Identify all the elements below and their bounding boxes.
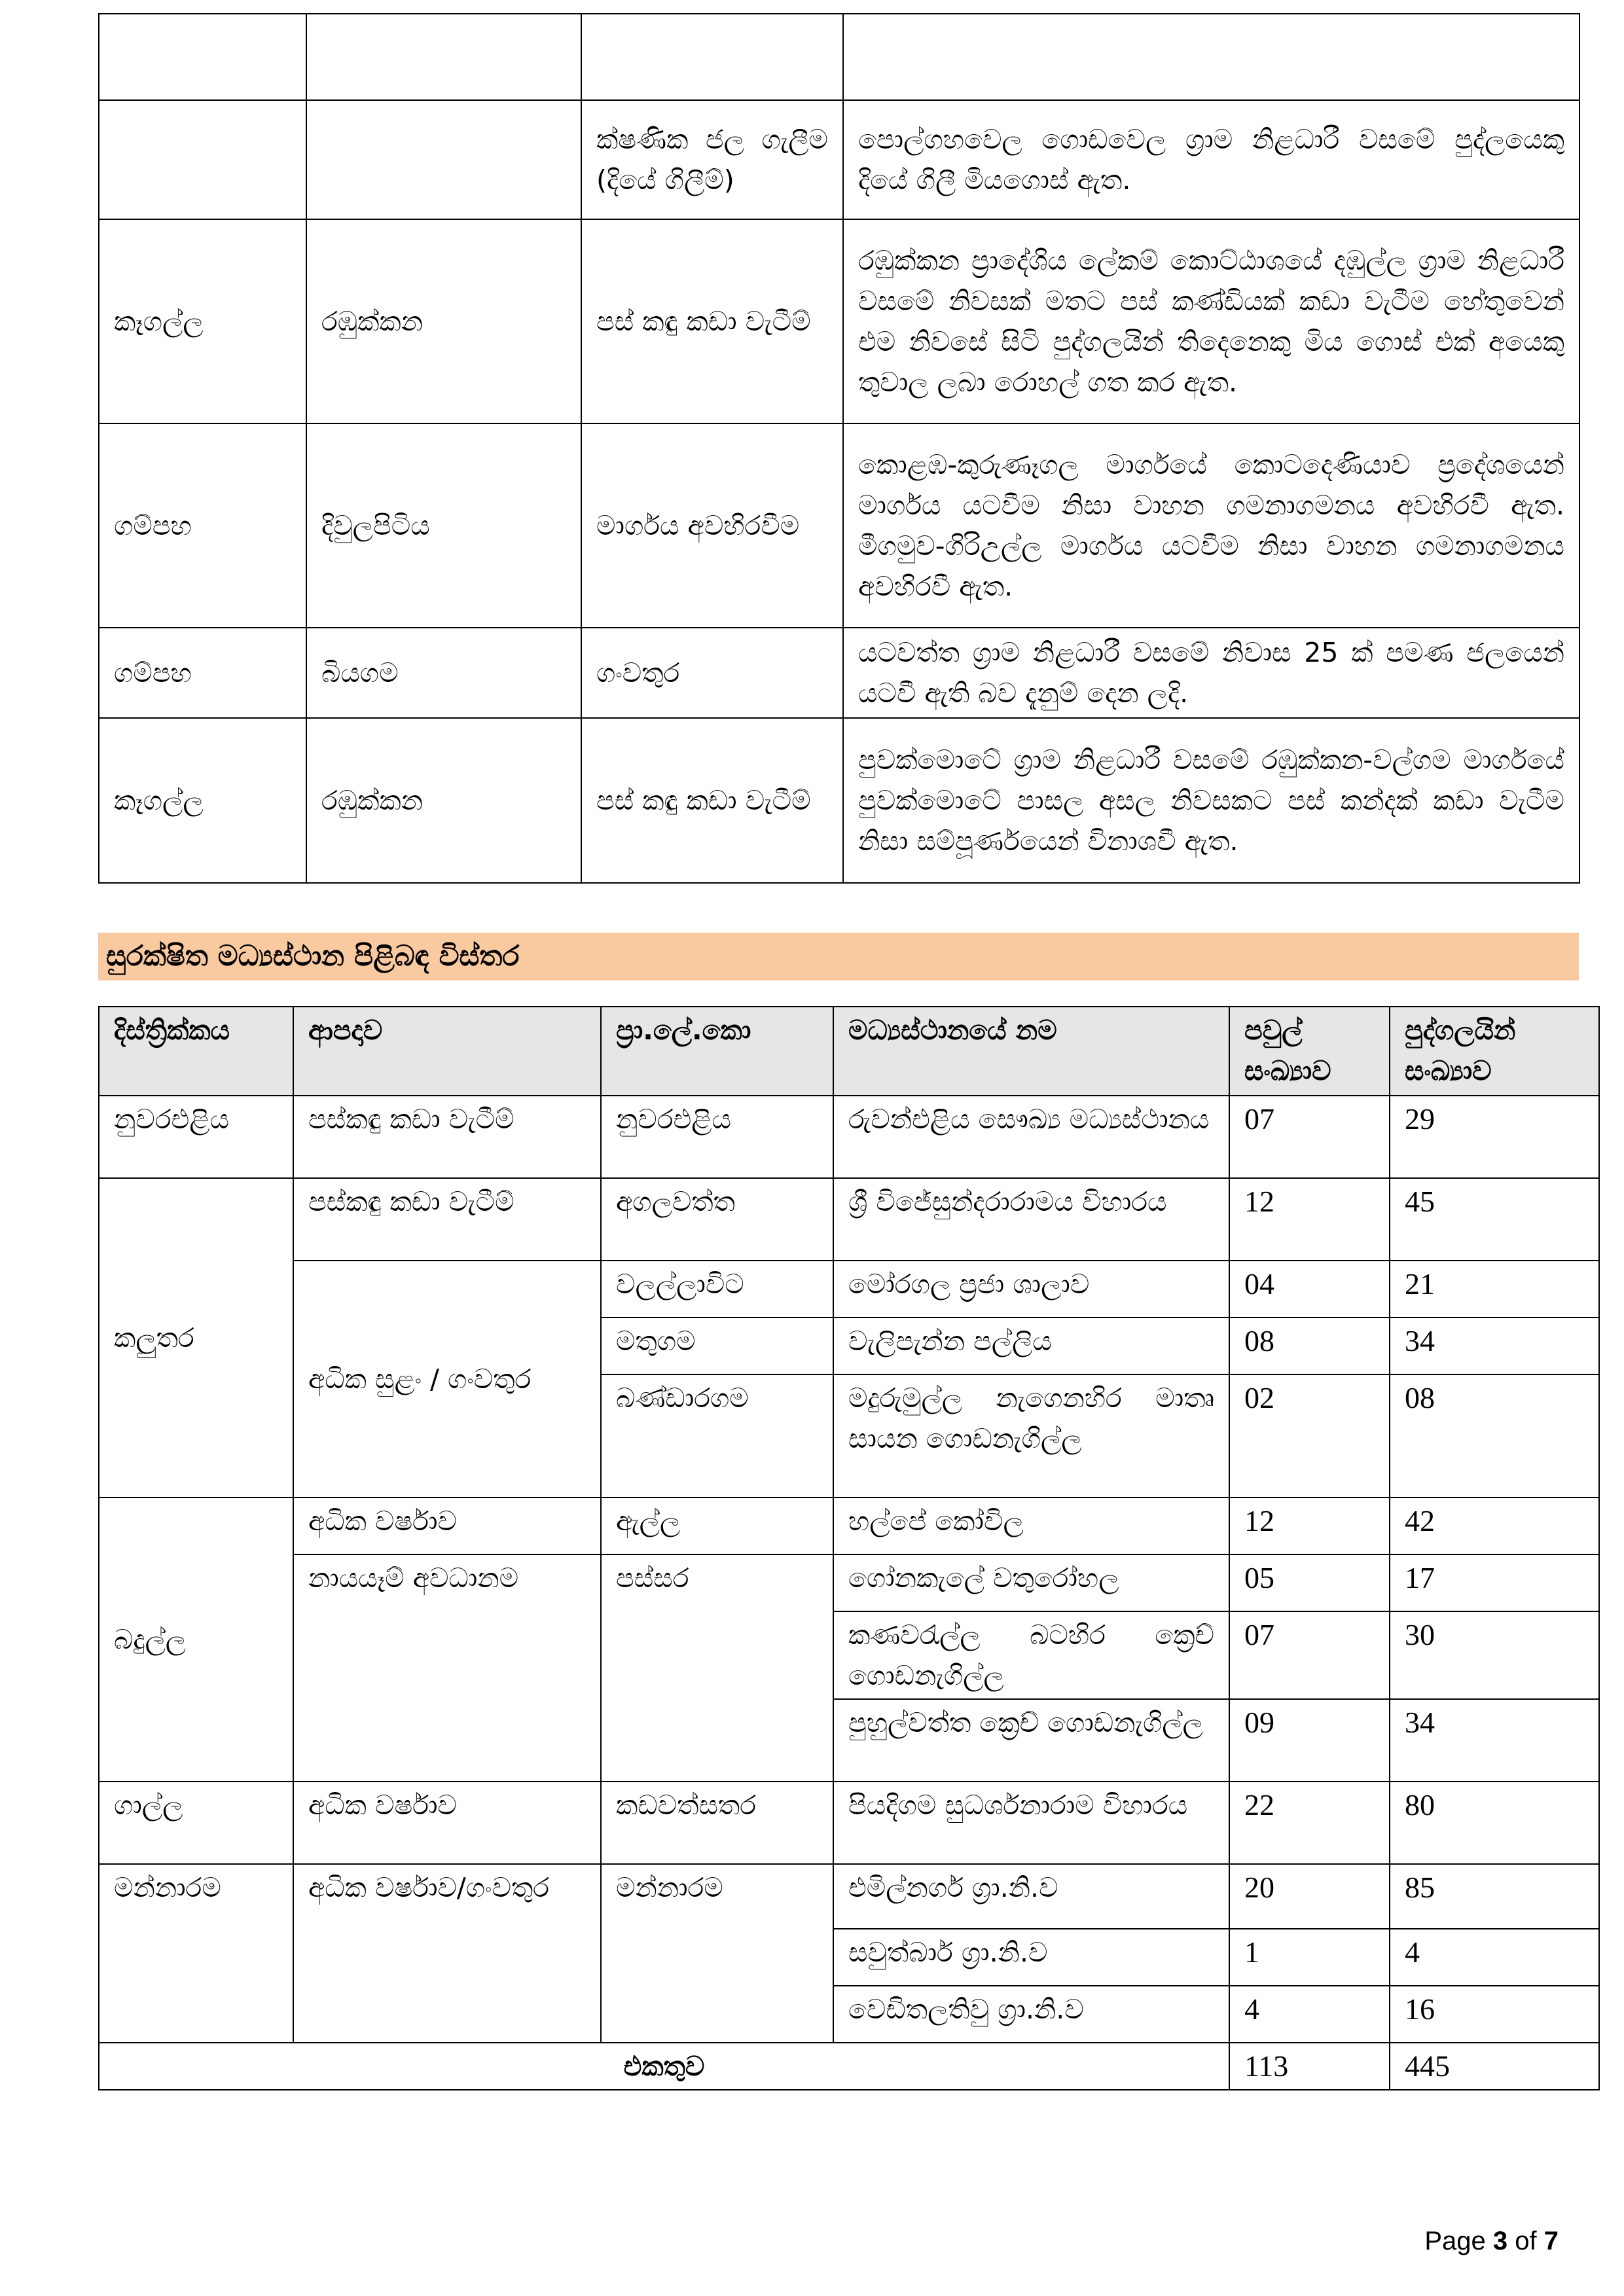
families-cell: 20 — [1229, 1864, 1390, 1929]
hazard-cell: අධික සුළං / ගංවතුර — [293, 1261, 601, 1498]
families-cell: 05 — [1229, 1554, 1390, 1611]
people-cell: 17 — [1390, 1554, 1599, 1611]
total-people: 445 — [1390, 2043, 1599, 2090]
district-cell: කෑගල්ල — [99, 718, 306, 883]
incident-table — [98, 13, 1580, 884]
table-row — [99, 1498, 1599, 1554]
centre-name-cell: එමිල්නගර් ග්‍රා.නි.ව — [833, 1864, 1229, 1929]
families-cell: 07 — [1229, 1611, 1390, 1699]
table-row — [99, 1864, 1599, 1929]
district-cell — [99, 14, 306, 100]
total-row — [99, 2043, 1599, 2090]
division-cell: රඹුක්කන — [306, 718, 581, 883]
centre-name-cell: වැලිපැන්න පල්ලිය — [833, 1318, 1229, 1374]
division-cell: රඹුක්කන — [306, 219, 581, 423]
division-cell — [306, 14, 581, 100]
table-row — [99, 423, 1579, 628]
page-current: 3 — [1492, 2227, 1508, 2255]
ds-cell: වලල්ලාවිට — [601, 1261, 833, 1318]
description-cell: පොල්ගහවෙල ගොඩවෙල ග්‍රාම නිළධාරී වසමේ පුද්ලයෙකු දියේ ගිලී මියගොස් ඇත. — [843, 100, 1579, 219]
incident-type-cell: පස් කඳු කඩා වැටීම් — [581, 219, 843, 423]
people-cell: 34 — [1390, 1318, 1599, 1374]
table-row — [99, 1096, 1599, 1178]
families-cell: 12 — [1229, 1178, 1390, 1261]
ds-cell: පස්සර — [601, 1554, 833, 1782]
district-cell: කලුතර — [99, 1178, 293, 1498]
centre-name-cell: රුවන්එළිය සෞඛ්‍ය මධ්‍යස්ථානය — [833, 1096, 1229, 1178]
total-label: එකතුව — [99, 2043, 1229, 2090]
ds-cell: මන්නාරම — [601, 1864, 833, 2043]
district-cell: ගම්පහ — [99, 423, 306, 628]
district-cell: ගම්පහ — [99, 628, 306, 718]
ds-cell: අගලවත්ත — [601, 1178, 833, 1261]
people-cell: 4 — [1390, 1929, 1599, 1986]
incident-type-cell: ගංවතුර — [581, 628, 843, 718]
page-total: 7 — [1543, 2227, 1559, 2255]
table-row — [99, 219, 1579, 423]
centre-name-cell: ගෝනකැලේ වතුරෝහල — [833, 1554, 1229, 1611]
header-centre-name: මධ්‍යස්ථානයේ නම — [833, 1007, 1229, 1096]
district-cell — [99, 100, 306, 219]
people-cell: 34 — [1390, 1699, 1599, 1782]
safe-centres-table — [98, 1006, 1600, 2090]
page-of: of — [1507, 2227, 1544, 2255]
ds-cell: මතුගම — [601, 1318, 833, 1374]
incident-type-cell: මාර්ගය අවහිරවීම — [581, 423, 843, 628]
centre-name-cell: හල්පේ කෝවිල — [833, 1498, 1229, 1554]
incident-type-cell: පස් කඳු කඩා වැටීම් — [581, 718, 843, 883]
centre-name-cell: මෝරගල ප්‍රජා ශාලාව — [833, 1261, 1229, 1318]
page-number — [1424, 2227, 1559, 2256]
division-cell — [306, 100, 581, 219]
families-cell: 09 — [1229, 1699, 1390, 1782]
people-cell: 30 — [1390, 1611, 1599, 1699]
district-cell: ගාල්ල — [99, 1782, 293, 1864]
table-row — [99, 628, 1579, 718]
header-hazard: ආපදාව — [293, 1007, 601, 1096]
description-cell: යටවත්ත ග්‍රාම නිළධාරී වසමේ නිවාස 25 ක් පමණ ජලයෙන් යටවී ඇති බව දැනුම් දෙන ලදි. — [843, 628, 1579, 718]
people-cell: 45 — [1390, 1178, 1599, 1261]
centre-name-cell: පියදිගම සුධර්ශනාරාම විහාරය — [833, 1782, 1229, 1864]
centre-name-cell: වෙඩිතලතිවු ග්‍රා.නි.ව — [833, 1986, 1229, 2043]
people-cell: 42 — [1390, 1498, 1599, 1554]
ds-cell: කඩවත්සතර — [601, 1782, 833, 1864]
hazard-cell: පස්කඳු කඩා වැටීම් — [293, 1178, 601, 1261]
table-row — [99, 14, 1579, 100]
families-cell: 07 — [1229, 1096, 1390, 1178]
families-cell: 12 — [1229, 1498, 1390, 1554]
header-district: දිස්ත්‍රික්කය — [99, 1007, 293, 1096]
incident-type-cell — [581, 14, 843, 100]
centre-name-cell: ශ්‍රී විජේසුන්දරාරාමය විහාරය — [833, 1178, 1229, 1261]
description-cell: රඹුක්කන ප්‍රාදේශිය ලේකම් කොට්ඨාශයේ දඹුල්ල ග්‍රාම නිළධාරී වසමේ නිවසක් මතට පස් කණ්ඩියක් කඩා වැටීම හේතුවෙන් එම නිවසේ සිටි පුද්ගලයින් තිදෙනෙකු මිය ගොස් එක් අයෙකු තුවාල ලබා රොහල් ගත කර ඇත. — [843, 219, 1579, 423]
people-cell: 85 — [1390, 1864, 1599, 1929]
division-cell: දිවුලපිටිය — [306, 423, 581, 628]
table-row — [99, 1178, 1599, 1261]
families-cell: 02 — [1229, 1374, 1390, 1498]
header-families: පවුල් සංඛ්‍යාව — [1229, 1007, 1390, 1096]
district-cell: කෑගල්ල — [99, 219, 306, 423]
district-cell: නුවරඑළිය — [99, 1096, 293, 1178]
table-row — [99, 718, 1579, 883]
centre-name-cell: සවුත්බාර් ග්‍රා.නි.ව — [833, 1929, 1229, 1986]
people-cell: 29 — [1390, 1096, 1599, 1178]
people-cell: 21 — [1390, 1261, 1599, 1318]
hazard-cell: අධික වර්ෂාව — [293, 1782, 601, 1864]
centre-name-cell: කණවරැල්ල බටහිර ක්‍රෙච් ගොඩනැගිල්ල — [833, 1611, 1229, 1699]
families-cell: 1 — [1229, 1929, 1390, 1986]
description-cell: පුවක්මොටේ ග්‍රාම නිළධාරී වසමේ රඹුක්කන-වල්ගම මාර්ගයේ පුවක්මොටේ පාසල අසල නිවසකට පස් කන්දක් කඩා වැටීම නිසා සම්පූර්ණයෙන් විනාශවී ඇත. — [843, 718, 1579, 883]
section-heading-safe-centres: සුරක්ෂිත මධ්‍යස්ථාන පිළිබඳ විස්තර — [98, 933, 1579, 980]
table-row — [99, 1261, 1599, 1318]
table-row — [99, 100, 1579, 219]
hazard-cell: අධික වර්ෂාව — [293, 1498, 601, 1554]
hazard-cell: නායයෑම් අවධානම — [293, 1554, 601, 1782]
incident-type-cell: ක්ෂණික ජල ගැලීම (දියේ ගිලීම්) — [581, 100, 843, 219]
ds-cell: ඇල්ල — [601, 1498, 833, 1554]
table-row — [99, 1554, 1599, 1611]
people-cell: 80 — [1390, 1782, 1599, 1864]
district-cell: මන්නාරම — [99, 1864, 293, 2043]
hazard-cell: පස්කඳු කඩා වැටීම් — [293, 1096, 601, 1178]
ds-cell: බණ්ඩාරගම — [601, 1374, 833, 1498]
centre-name-cell: පුහුල්වත්ත ක්‍රෙච් ගොඩනැගිල්ල — [833, 1699, 1229, 1782]
total-families: 113 — [1229, 2043, 1390, 2090]
families-cell: 22 — [1229, 1782, 1390, 1864]
page-prefix: Page — [1424, 2227, 1493, 2255]
table-row — [99, 1782, 1599, 1864]
header-ds-division: ප්‍රා.ලේ.කො — [601, 1007, 833, 1096]
district-cell: බදුල්ල — [99, 1498, 293, 1782]
description-cell — [843, 14, 1579, 100]
header-people: පුද්ගලයින් සංඛ්‍යාව — [1390, 1007, 1599, 1096]
hazard-cell: අධික වර්ෂාව/ගංවතුර — [293, 1864, 601, 2043]
description-cell: කොළඹ-කුරුණෑගල මාර්ගයේ කොටදෙණියාව ප්‍රදේශයෙන් මාර්ගය යටවීම නිසා වාහන ගමනාගමනය අවහිරවී ඇත. මීගමුව-ගිරිඋල්ල මාර්ගය යටවීම නිසා වාහන ගමනාගමනය අවහිරවී ඇත. — [843, 423, 1579, 628]
families-cell: 08 — [1229, 1318, 1390, 1374]
people-cell: 08 — [1390, 1374, 1599, 1498]
families-cell: 04 — [1229, 1261, 1390, 1318]
people-cell: 16 — [1390, 1986, 1599, 2043]
table-header-row — [99, 1007, 1599, 1096]
ds-cell: නුවරඑළිය — [601, 1096, 833, 1178]
division-cell: බියගම — [306, 628, 581, 718]
centre-name-cell: මදුරුමුල්ල නැගෙනහිර මාතෘ සායන ගොඩනැගිල්ල — [833, 1374, 1229, 1498]
families-cell: 4 — [1229, 1986, 1390, 2043]
